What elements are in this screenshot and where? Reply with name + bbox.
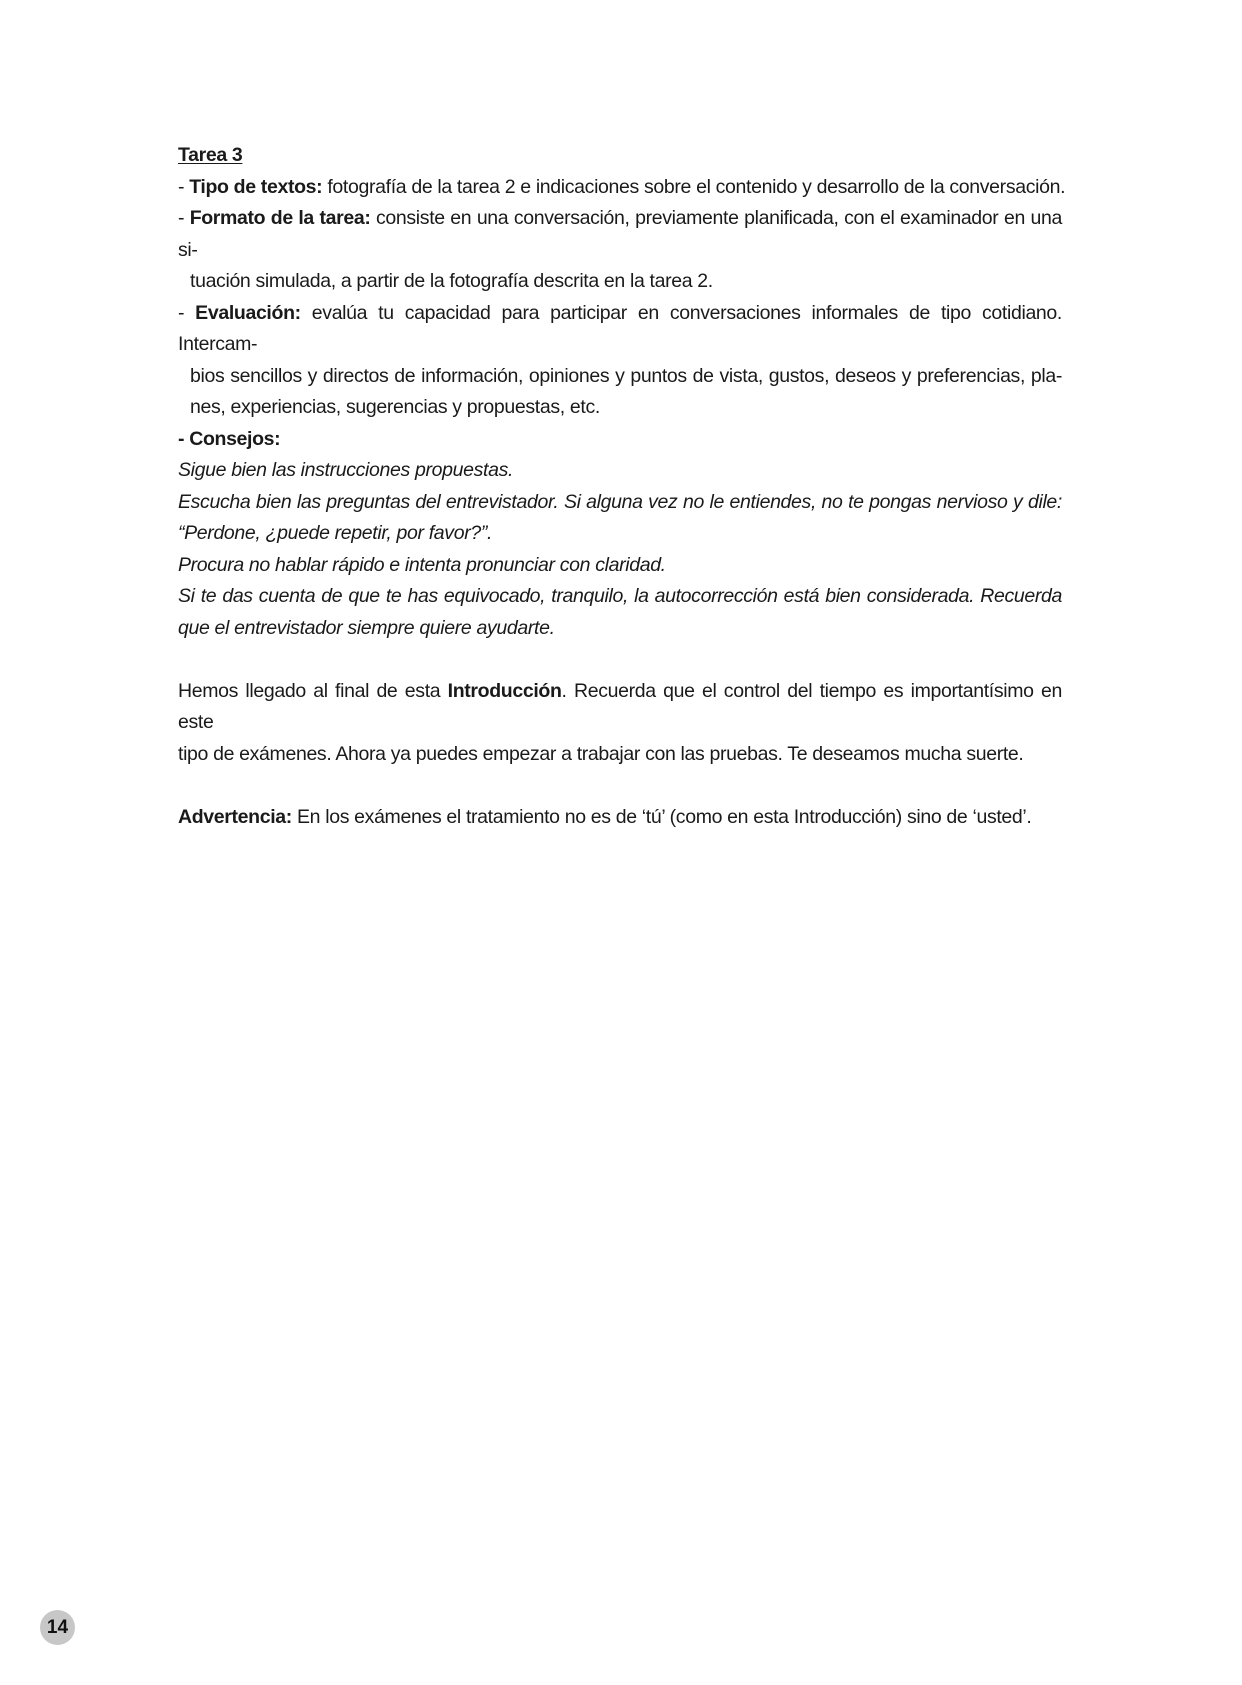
evaluacion-line-2: bios sencillos y directos de información, opiniones y puntos de vista, gustos, deseos y preferencias, pla- <box>190 364 1062 387</box>
formato-label: Formato de la tarea: <box>189 207 371 229</box>
consejo-tip-4-line-2: que el entrevistador siempre quiere ayudarte. <box>178 616 555 639</box>
introduccion-bold: Introducción <box>447 679 562 702</box>
bullet-dash: - <box>178 301 196 324</box>
closing-text-post: . Recuerda que el control del tiempo es importantísimo en este <box>178 679 1062 733</box>
consejos-label: - Consejos: <box>178 427 281 450</box>
page-content <box>178 140 1066 833</box>
evaluacion-line-3: nes, experiencias, sugerencias y propuestas, etc. <box>190 396 600 418</box>
bullet-dash: - <box>178 207 190 229</box>
formato-line-2: tuación simulada, a partir de la fotografía descrita en la tarea 2. <box>190 270 713 292</box>
section-title: Tarea 3 <box>178 144 243 166</box>
advertencia-text: En los exámenes el tratamiento no es de ‘tú’ (como en esta Introducción) sino de ‘usted’. <box>291 805 1032 828</box>
evaluacion-line-1 <box>178 298 1062 361</box>
tipo-de-textos-label: Tipo de textos: <box>189 175 323 198</box>
formato-text-1: consiste en una conversación, previamente planificada, con el examinador en una si- <box>178 207 1062 261</box>
page-number: 14 <box>46 1616 69 1638</box>
tipo-de-textos-text: fotografía de la tarea 2 e indicaciones sobre el contenido y desarrollo de la conversación. <box>322 175 1066 198</box>
consejo-tip-1: Sigue bien las instrucciones propuestas. <box>178 459 514 481</box>
consejos-list <box>178 455 1062 644</box>
evaluacion-label: Evaluación: <box>195 301 301 324</box>
consejo-tip-4-line-1: Si te das cuenta de que te has equivocado, tranquilo, la autocorrección está bien considerada. Recuerda <box>178 585 1062 607</box>
page-number-badge <box>40 1610 75 1645</box>
closing-text-pre: Hemos llegado al final de esta <box>178 679 448 702</box>
consejo-tip-2-line-2: “Perdone, ¿puede repetir, por favor?”. <box>178 522 493 544</box>
consejo-tip-3: Procura no hablar rápido e intenta pronunciar con claridad. <box>178 553 666 576</box>
paragraph-spacer <box>178 644 1062 676</box>
closing-paragraph <box>178 676 1062 771</box>
evaluacion-text-1: evalúa tu capacidad para participar en conversaciones informales de tipo cotidiano. Intercam- <box>178 301 1062 355</box>
advertencia-label: Advertencia: <box>178 805 292 828</box>
advertencia-paragraph <box>178 802 1062 834</box>
consejo-tip-2-line-1: Escucha bien las preguntas del entrevistador. Si alguna vez no le entiendes, no te pongas nervioso y dile: <box>178 490 1062 513</box>
tipo-de-textos-item <box>178 172 1066 204</box>
bullet-dash: - <box>178 175 190 198</box>
evaluacion-item <box>178 298 1062 424</box>
formato-de-la-tarea-item <box>178 203 1062 298</box>
closing-line-1 <box>178 676 1062 739</box>
paragraph-spacer <box>178 770 1062 802</box>
formato-line-1 <box>178 203 1062 266</box>
closing-line-2: tipo de exámenes. Ahora ya puedes empezar a trabajar con las pruebas. Te deseamos mucha suerte. <box>178 742 1024 765</box>
